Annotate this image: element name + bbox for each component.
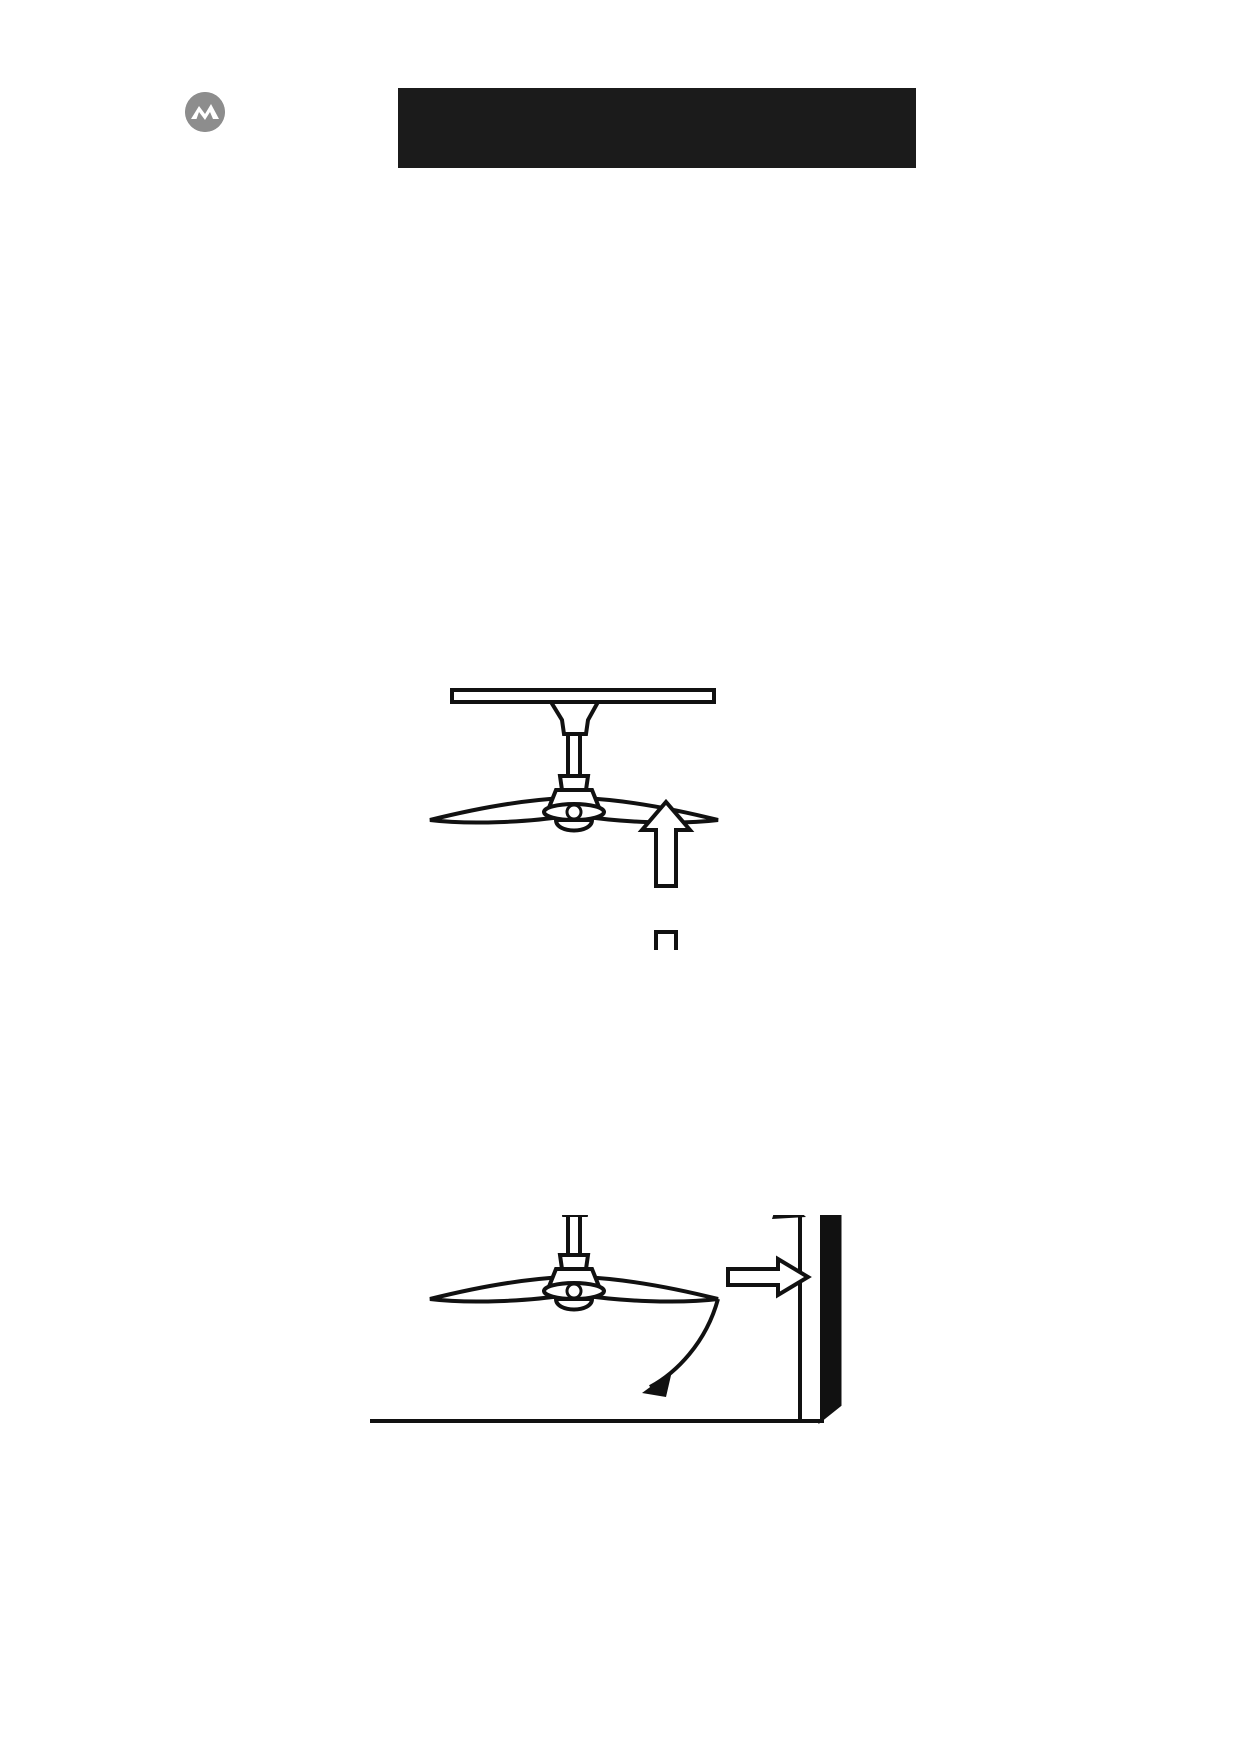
body-content [168,178,954,204]
figure-2-drawing [0,1215,1240,1545]
arrow-right-outline-icon [728,1259,808,1295]
brand-logo [185,92,234,132]
curved-pointer-arrow-icon [650,1299,718,1387]
page-header [0,44,1240,128]
manual-title-banner [398,88,916,168]
figure-1-drawing [0,650,1240,950]
figure-1 [0,650,1240,955]
figure-2 [0,1215,1240,1550]
arrow-down-outline-icon [642,932,690,950]
mountain-circle-icon [185,92,225,132]
